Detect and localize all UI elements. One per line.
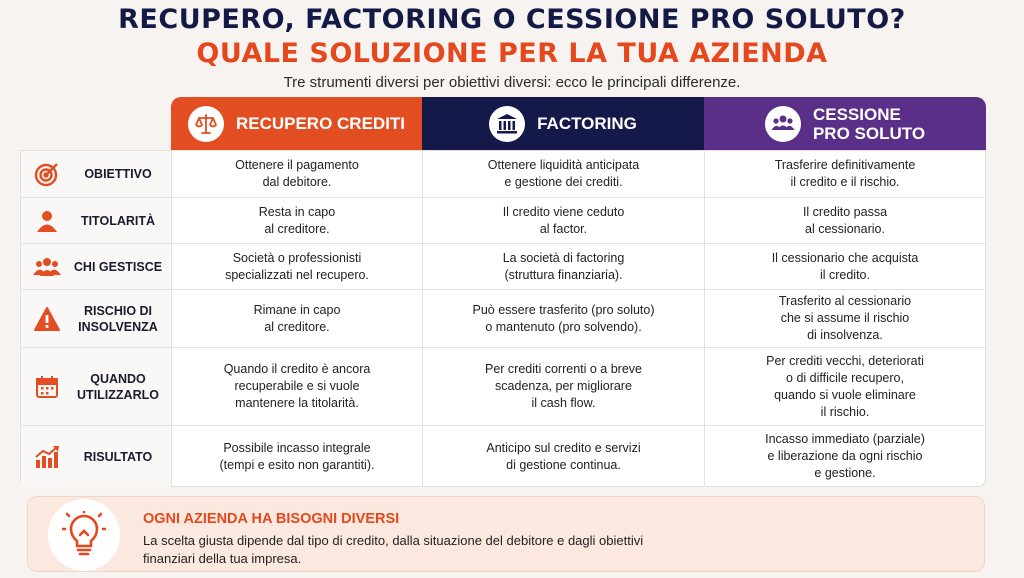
table-row — [21, 197, 985, 243]
main-title-line2: QUALE SOLUZIONE PER LA TUA AZIENDA — [196, 38, 828, 69]
cell-factoring: Per crediti correnti o a breve scadenza, per migliorare il cash flow. — [423, 348, 705, 425]
cell-recupero-crediti: Ottenere il pagamento dal debitore. — [172, 151, 423, 197]
person-icon — [33, 207, 61, 235]
main-title-line1: RECUPERO, FACTORING O CESSIONE PRO SOLUTO? — [118, 4, 906, 35]
row-label: CHI GESTISCE — [73, 259, 163, 274]
cell-cessione-pro-soluto: Per crediti vecchi, deteriorati o di difficile recupero, quando si vuole eliminare il rischio. — [766, 353, 924, 419]
cell-cessione-pro-soluto: Il credito passa al cessionario. — [802, 204, 888, 236]
column-header-factoring — [422, 97, 704, 150]
cell-cessione-pro-soluto: Trasferire definitivamente il credito e il rischio. — [774, 158, 916, 189]
bank-icon — [489, 106, 525, 142]
row-label: TITOLARITÀ — [80, 213, 156, 228]
column-header-recupero-crediti — [171, 97, 422, 150]
warning-icon — [33, 305, 61, 333]
row-label-cell — [21, 426, 172, 487]
column-header-label: CESSIONE PRO SOLUTO — [812, 104, 926, 143]
table-row — [21, 347, 985, 425]
row-label: QUANDO UTILIZZARLO — [77, 371, 159, 402]
scales-icon — [188, 106, 224, 142]
cell-factoring: La società di factoring (struttura finanziaria). — [423, 244, 705, 289]
footer-note — [27, 496, 985, 572]
row-label-cell — [21, 151, 172, 197]
table-row — [21, 425, 985, 487]
calendar-icon — [33, 373, 61, 401]
column-header-label: RECUPERO CREDITI — [235, 113, 406, 133]
cell-cessione-pro-soluto: Il cessionario che acquista il credito. — [771, 250, 919, 282]
cell-factoring: Può essere trasferito (pro soluto) o mantenuto (pro solvendo). — [423, 290, 705, 347]
row-label-cell — [21, 348, 172, 425]
target-icon — [33, 160, 61, 188]
cell-recupero-crediti: Possibile incasso integrale (tempi e esito non garantiti). — [172, 426, 423, 487]
table-row — [21, 243, 985, 289]
cell-factoring: Ottenere liquidità anticipata e gestione dei crediti. — [423, 151, 705, 197]
group-icon — [765, 106, 801, 142]
cell-factoring: Anticipo sul credito e servizi di gestione continua. — [423, 426, 705, 487]
cell-recupero-crediti: Resta in capo al creditore. — [172, 198, 423, 243]
people-icon — [33, 253, 61, 281]
lightbulb-icon — [48, 499, 120, 571]
cell-recupero-crediti: Quando il credito è ancora recuperabile e si vuole mantenere la titolarità. — [172, 348, 423, 425]
row-label-cell — [21, 290, 172, 347]
cell-recupero-crediti: Società o professionisti specializzati nel recupero. — [172, 244, 423, 289]
column-header-label: FACTORING — [537, 113, 637, 133]
table-body — [20, 150, 986, 487]
footer-text: La scelta giusta dipende dal tipo di credito, dalla situazione del debitore e dagli obiettivi finanziari della tua impresa. — [143, 533, 644, 566]
row-label: RISCHIO DI INSOLVENZA — [78, 303, 158, 334]
comparison-table — [20, 97, 986, 487]
cell-cessione-pro-soluto: Incasso immediato (parziale) e liberazione da ogni rischio e gestione. — [765, 432, 925, 480]
bar-chart-icon — [33, 443, 61, 471]
table-row — [21, 289, 985, 347]
column-header-cessione-pro-soluto — [704, 97, 986, 150]
cell-recupero-crediti: Rimane in capo al creditore. — [172, 290, 423, 347]
cell-factoring: Il credito viene ceduto al factor. — [423, 198, 705, 243]
subtitle: Tre strumenti diversi per obiettivi diversi: ecco le principali differenze. — [283, 74, 741, 91]
table-row — [21, 151, 985, 197]
cell-cessione-pro-soluto: Trasferito al cessionario che si assume il rischio di insolvenza. — [778, 294, 912, 342]
footer-title: OGNI AZIENDA HA BISOGNI DIVERSI — [143, 511, 400, 527]
row-label: OBIETTIVO — [84, 167, 152, 181]
row-label-cell — [21, 244, 172, 289]
row-label: RISULTATO — [83, 449, 153, 464]
row-label-cell — [21, 198, 172, 243]
